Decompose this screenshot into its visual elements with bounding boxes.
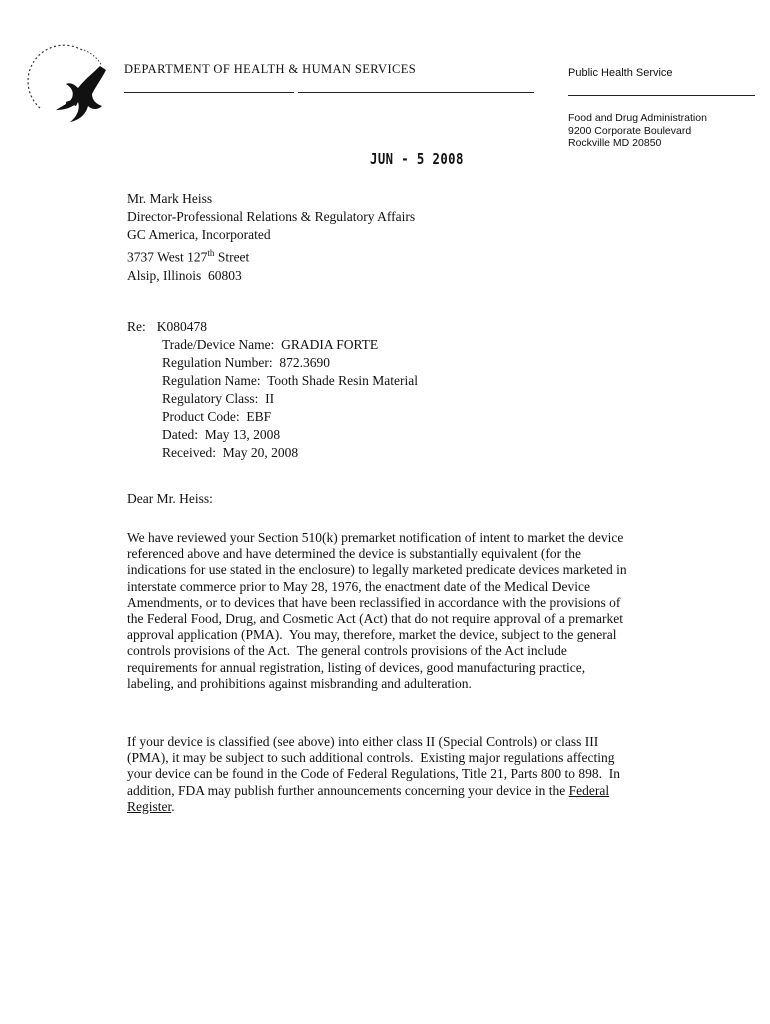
agency-line: Rockville MD 20850 bbox=[568, 137, 662, 149]
recipient-line: Director-Professional Relations & Regulatory Affairs bbox=[127, 209, 416, 224]
street-sup: th bbox=[207, 248, 215, 258]
paragraph-line: approval application (PMA). You may, therefore, market the device, subject to the general bbox=[127, 627, 617, 643]
reference-detail: Trade/Device Name: GRADIA FORTE bbox=[162, 337, 379, 352]
paragraph-line: We have reviewed your Section 510(k) premarket notification of intent to market the device bbox=[127, 530, 624, 545]
paragraph-line: controls provisions of the Act. The general controls provisions of the Act include bbox=[127, 643, 567, 659]
agency-line: Food and Drug Administration bbox=[568, 112, 707, 124]
body-paragraph-2 bbox=[127, 734, 687, 815]
paragraph-line: your device can be found in the Code of Federal Regulations, Title 21, Parts 800 to 898. In bbox=[127, 766, 621, 782]
recipient-street bbox=[127, 244, 415, 267]
paragraph-line: If your device is classified (see above) into either class II (Special Controls) or class III bbox=[127, 734, 599, 749]
reference-detail: Regulation Name: Tooth Shade Resin Material bbox=[162, 373, 419, 388]
paragraph-text: . bbox=[171, 798, 175, 814]
reference-detail: Product Code: EBF bbox=[162, 409, 272, 424]
paragraph-line bbox=[127, 783, 687, 799]
reference-detail: Regulation Number: 872.3690 bbox=[162, 355, 330, 370]
street-suffix: Street bbox=[214, 249, 250, 265]
salutation: Dear Mr. Heiss: bbox=[127, 491, 213, 506]
paragraph-line: interstate commerce prior to May 28, 1976, the enactment date of the Medical Device bbox=[127, 578, 590, 594]
hhs-eagle-icon bbox=[22, 44, 122, 130]
paragraph-line: requirements for annual registration, listing of devices, good manufacturing practice, bbox=[127, 659, 586, 675]
recipient-line: Mr. Mark Heiss bbox=[127, 191, 213, 206]
street-prefix: 3737 West 127 bbox=[127, 249, 208, 265]
reference-detail: Received: May 20, 2008 bbox=[162, 445, 299, 460]
federal-register-link-text: Register bbox=[127, 798, 172, 814]
paragraph-line: (PMA), it may be subject to such additional controls. Existing major regulations affecting bbox=[127, 750, 615, 766]
paragraph-line: indications for use stated in the enclosure) to legally marketed predicate devices marketed in bbox=[127, 562, 627, 578]
body-paragraph-1 bbox=[127, 530, 687, 692]
department-name: DEPARTMENT OF HEALTH & HUMAN SERVICES bbox=[124, 62, 417, 76]
reference-number-row bbox=[127, 318, 418, 336]
paragraph-text: addition, FDA may publish further announcements concerning your device in the bbox=[127, 782, 569, 798]
paragraph-line bbox=[127, 799, 687, 815]
paragraph-line: the Federal Food, Drug, and Cosmetic Act (Act) that do not require approval of a premarket bbox=[127, 611, 623, 627]
paragraph-line: Amendments, or to devices that have been reclassified in accordance with the provisions of bbox=[127, 594, 621, 610]
reference-detail: Regulatory Class: II bbox=[162, 391, 275, 406]
agency-address bbox=[568, 112, 707, 150]
paragraph-line: labeling, and prohibitions against misbranding and adulteration. bbox=[127, 675, 472, 691]
header-rule-right bbox=[568, 95, 755, 96]
recipient-address bbox=[127, 190, 415, 285]
re-label: Re: bbox=[127, 319, 146, 334]
header-rule-middle bbox=[298, 92, 534, 93]
recipient-city: Alsip, Illinois 60803 bbox=[127, 267, 242, 283]
reference-block bbox=[127, 318, 418, 462]
recipient-line: GC America, Incorporated bbox=[127, 227, 271, 242]
paragraph-line: referenced above and have determined the device is substantially equivalent (for the bbox=[127, 546, 581, 562]
service-name: Public Health Service bbox=[568, 67, 673, 79]
reference-detail: Dated: May 13, 2008 bbox=[162, 427, 281, 442]
reference-number: K080478 bbox=[156, 319, 207, 334]
date-stamp: JUN - 5 2008 bbox=[370, 150, 464, 168]
agency-line: 9200 Corporate Boulevard bbox=[568, 124, 692, 137]
hhs-logo bbox=[22, 44, 122, 130]
federal-register-link-text: Federal bbox=[568, 782, 610, 798]
header-rule-left bbox=[124, 92, 294, 93]
